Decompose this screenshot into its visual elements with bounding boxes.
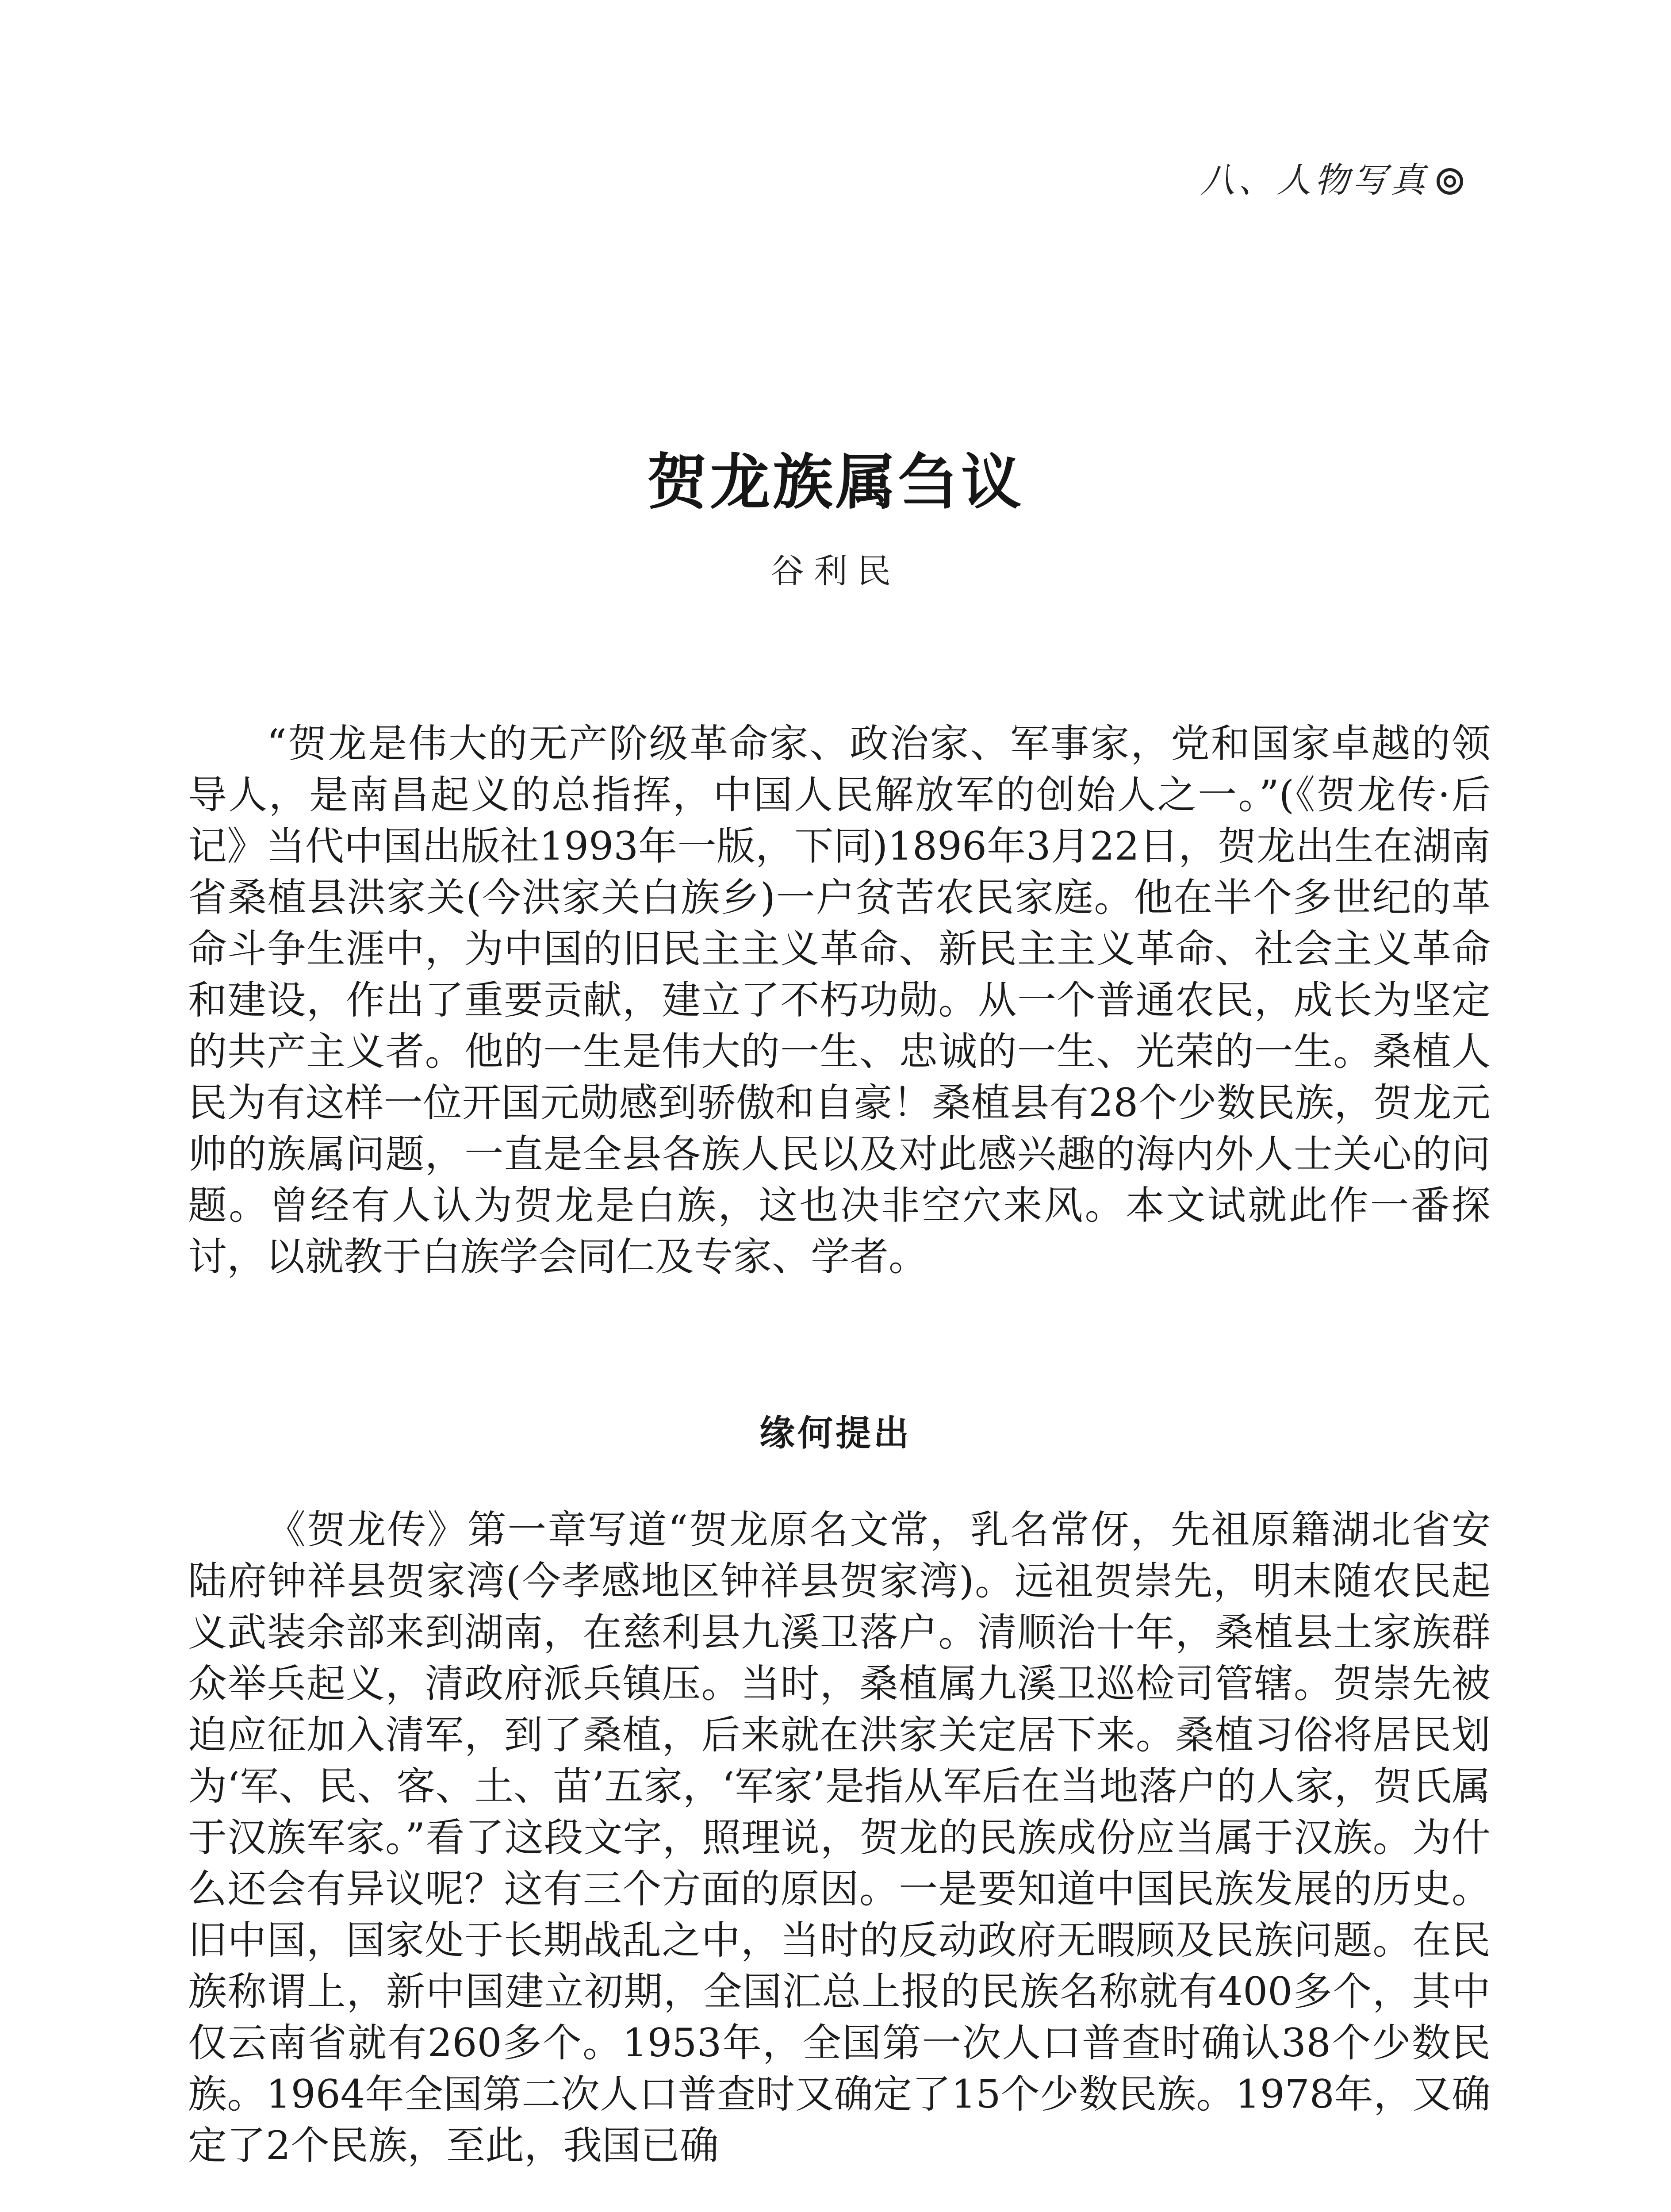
running-header [1200,153,1463,202]
running-header-text: 八、人物写真 [1200,161,1429,200]
intro-paragraph: “贺龙是伟大的无产阶级革命家、政治家、军事家，党和国家卓越的领导人，是南昌起义的总指挥，中国人民解放军的创始人之一。”(《贺龙传·后记》当代中国出版社1993年一版，下同)1896年3月22日，贺龙出生在湖南省桑植县洪家关(今洪家关白族乡)一户贫苦农民家庭。他在半个多世纪的革命斗争生涯中，为中国的旧民主主义革命、新民主主义革命、社会主义革命和建设，作出了重要贡献，建立了不朽功勋。从一个普通农民，成长为坚定的共产主义者。他的一生是伟大的一生、忠诚的一生、光荣的一生。桑植人民为有这样一位开国元勋感到骄傲和自豪！桑植县有28个少数民族，贺龙元帅的族属问题，一直是全县各族人民以及对此感兴趣的海内外人士关心的问题。曾经有人认为贺龙是白族，这也决非空穴来风。本文试就此作一番探讨，以就教于白族学会同仁及专家、学者。 [188,721,1491,1279]
body-paragraph: 《贺龙传》第一章写道“贺龙原名文常，乳名常伢，先祖原籍湖北省安陆府钟祥县贺家湾(今孝感地区钟祥县贺家湾)。远祖贺崇先，明末随农民起义武装余部来到湖南，在慈利县九溪卫落户。清顺治十年，桑植县土家族群众举兵起义，清政府派兵镇压。当时，桑植属九溪卫巡检司管辖。贺崇先被迫应征加入清军，到了桑植，后来就在洪家关定居下来。桑植习俗将居民划为‘军、民、客、土、苗’五家，‘军家’是指从军后在当地落户的人家，贺氏属于汉族军家。”看了这段文字，照理说，贺龙的民族成份应当属于汉族。为什么还会有异议呢？这有三个方面的原因。一是要知道中国民族发展的历史。旧中国，国家处于长期战乱之中，当时的反动政府无暇顾及民族问题。在民族称谓上，新中国建立初期，全国汇总上报的民族名称就有400多个，其中仅云南省就有260多个。1953年，全国第一次人口普查时确认38个少数民族。1964年全国第二次人口普查时又确定了15个少数民族。1978年，又确定了2个民族，至此，我国已确 [188,1507,1491,2168]
author-name: 谷利民 [770,551,901,591]
double-circle-icon [1437,168,1463,195]
section-heading: 缘何提出 [759,1413,912,1454]
page-title: 贺龙族属刍议 [647,447,1024,518]
